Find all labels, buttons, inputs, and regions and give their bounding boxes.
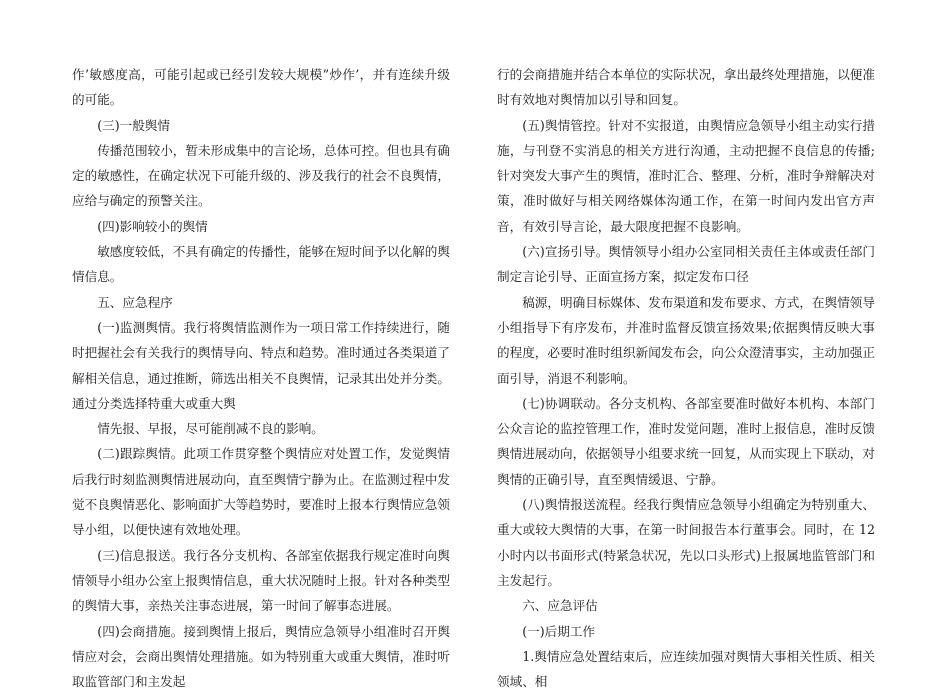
paragraph: (六)宣扬引导。舆情领导小组办公室同相关责任主体或责任部门制定言论引导、正面宣扬方案，拟定发布口径 <box>497 244 875 285</box>
paragraph: (八)舆情报送流程。经我行舆情应急领导小组确定为特别重大、重大或较大舆情的大事，在第一时间报告本行董事会。同时，在 12 小时内以书面形式(特紧急状况，先以口头形式)上报属地监管部门和主发起行。 <box>497 497 875 588</box>
paragraph: (一)后期工作 <box>522 623 595 639</box>
paragraph: (四)会商措施。接到舆情上报后，舆情应急领导小组准时召开舆情应对会，会商出舆情处理措施。如为特别重大或重大舆情，准时听取监管部门和主发起 <box>72 623 450 690</box>
paragraph: (三)一般舆情 <box>97 117 170 133</box>
paragraph: (五)舆情管控。针对不实报道，由舆情应急领导小组主动实行措施，与刊登不实消息的相关方进行沟通，主动把握不良信息的传播;针对突发大事产生的舆情，准时汇合、整理、分析，准时争辩解决对策，准时做好与相关网络媒体沟通工作，在第一时间内发出官方声音，有效引导言论，最大限度把握不良影响。 <box>497 117 875 234</box>
paragraph: 传播范围较小，暂未形成集中的言论场，总体可控。但也具有确定的敏感性，在确定状况下可能升级的、涉及我行的社会不良舆情，应给与确定的预警关注。 <box>72 142 450 209</box>
paragraph: 作’敏感度高，可能引起或已经引发较大规模”炒作’，并有连续升级的可能。 <box>72 67 450 108</box>
paragraph: (三)信息报送。我行各分支机构、各部室依据我行规定准时向舆情领导小组办公室上报舆情信息，重大状况随时上报。针对各种类型的舆情大事，亲热关注事态进展，第一时间了解事态进展。 <box>72 547 450 614</box>
paragraph: (一)监测舆情。我行将舆情监测作为一项日常工作持续进行，随时把握社会有关我行的舆情导向、特点和趋势。准时通过各类渠道了解相关信息，通过推断，筛选出相关不良舆情，记录其出处并分类。通过分类选择特重大或重大舆 <box>72 319 450 411</box>
paragraph: (七)协调联动。各分支机构、各部室要准时做好本机构、本部门公众言论的监控管理工作，准时发觉问题，准时上报信息，准时反馈舆情进展动向，依据领导小组要求统一回复，从而实现上下联动，对舆情的正确引导，直至舆情缓退、宁静。 <box>497 395 875 487</box>
left-column <box>72 62 450 694</box>
paragraph: 五、应急程序 <box>97 294 173 310</box>
paragraph: 行的会商措施并结合本单位的实际状况，拿出最终处理措施，以便准时有效地对舆情加以引导和回复。 <box>497 67 875 108</box>
paragraph: (二)跟踪舆情。此项工作贯穿整个舆情应对处置工作，发觉舆情后我行时刻监测舆情进展动向，直至舆情宁静为止。在监测过程中发觉不良舆情恶化、影响面扩大等趋势时，要准时上报本行舆情应急领导小组，以便快速有效地处理。 <box>72 446 450 538</box>
paragraph: 敏感度较低，不具有确定的传播性，能够在短时间予以化解的舆情信息。 <box>72 244 450 285</box>
paragraph: 六、应急评估 <box>522 598 598 614</box>
paragraph: 1.舆情应急处置结束后，应连续加强对舆情大事相关性质、相关领域、相 <box>497 648 875 690</box>
paragraph: (四)影响较小的舆情 <box>97 218 208 234</box>
right-column <box>497 62 875 694</box>
paragraph: 稿源，明确目标媒体、发布渠道和发布要求、方式，在舆情领导小组指导下有序发布，并准时监督反馈宣扬效果;依据舆情反映大事的程度，必要时准时组织新闻发布会，向公众澄清事实，主动加强正面引导，消退不利影响。 <box>497 294 875 386</box>
paragraph: 情先报、早报，尽可能削减不良的影响。 <box>97 421 324 437</box>
